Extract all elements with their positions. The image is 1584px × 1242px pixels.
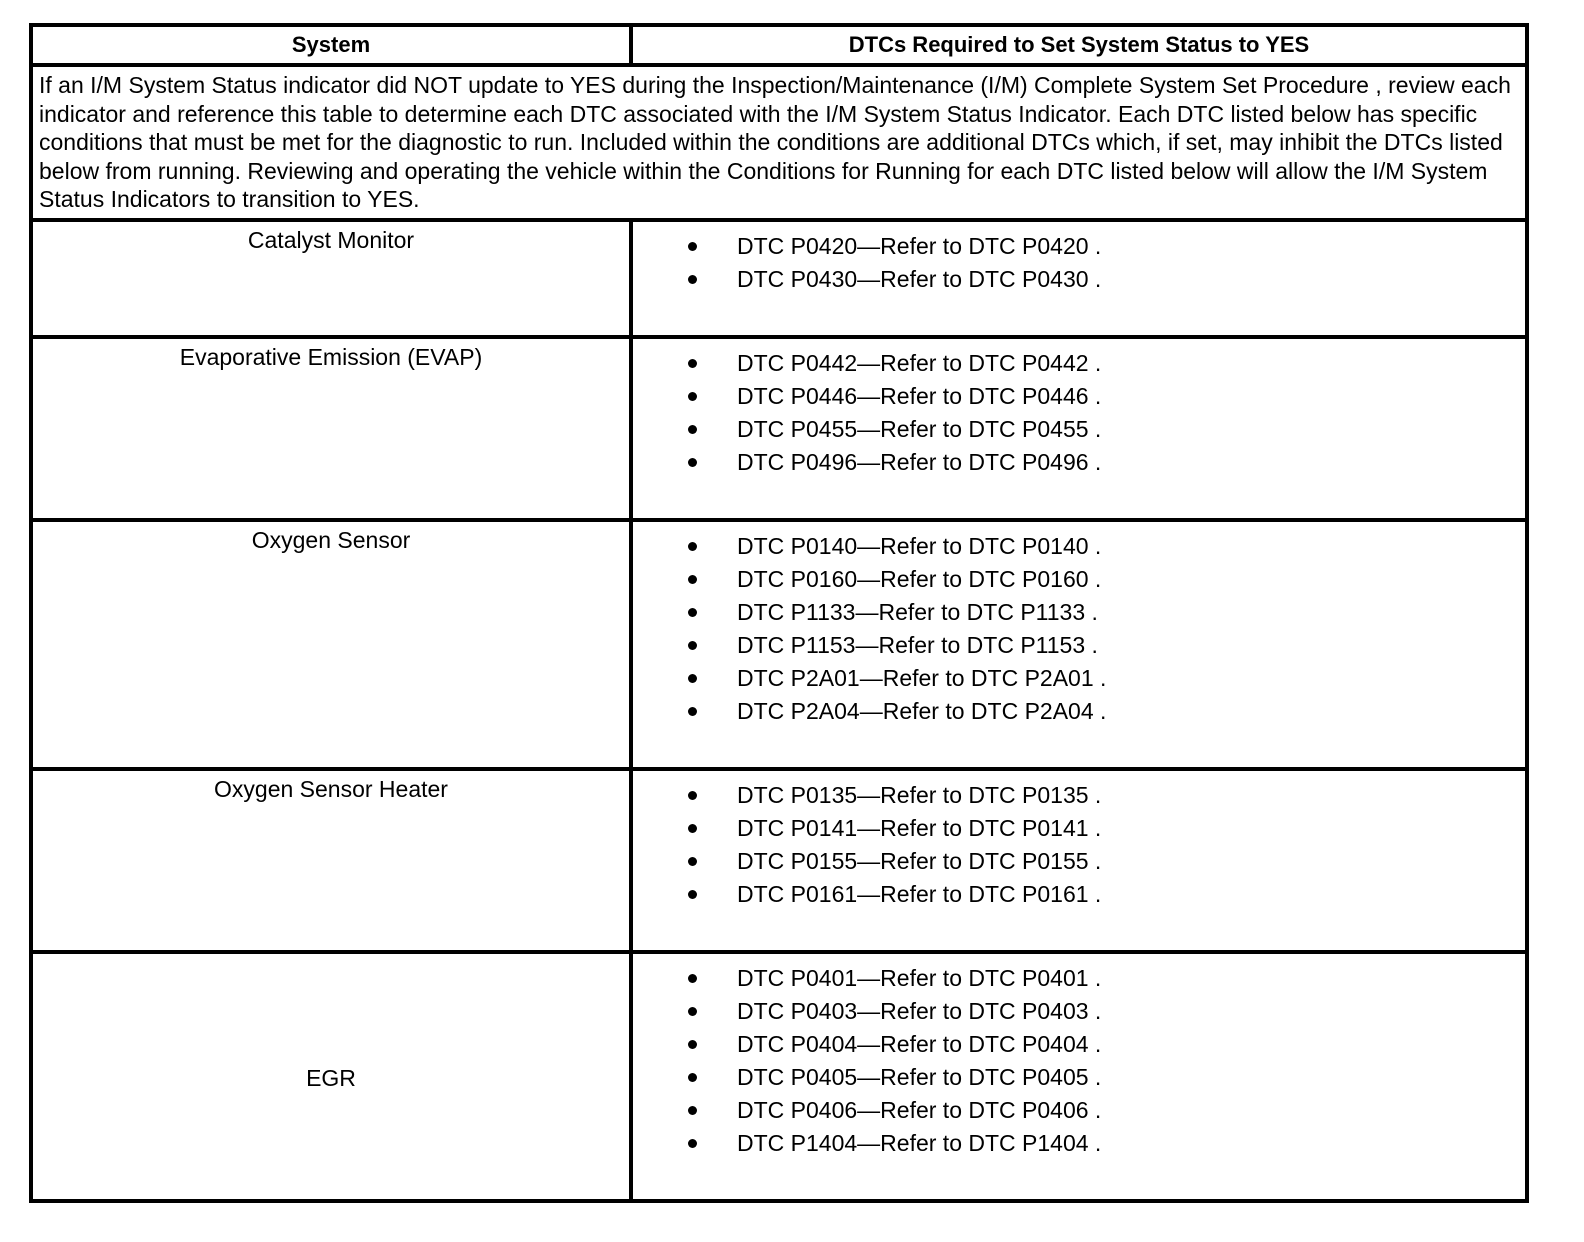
bullet-icon [688,974,697,983]
dtc-text: DTC P0141—Refer to DTC P0141 . [737,814,1102,841]
bullet-icon [688,1073,697,1082]
list-item [633,812,1525,845]
bullet-icon [688,824,697,833]
list-item [633,779,1525,812]
bullet-icon [688,242,697,251]
bullet-icon [688,359,697,368]
bullet-icon [688,857,697,866]
bullet-icon [688,392,697,401]
bullet-icon [688,542,697,551]
list-item [633,629,1525,662]
list-item [633,1127,1525,1160]
bullet-icon [688,641,697,650]
header-system: System [31,25,631,65]
bullet-icon [688,458,697,467]
bullet-icon [688,674,697,683]
list-item [633,995,1525,1028]
dtc-text: DTC P0155—Refer to DTC P0155 . [737,847,1102,874]
table-header-row [31,25,1527,65]
bullet-icon [688,890,697,899]
list-item [633,1094,1525,1127]
dtc-text: DTC P0406—Refer to DTC P0406 . [737,1096,1102,1123]
dtc-text: DTC P0442—Refer to DTC P0442 . [737,349,1102,376]
dtc-text: DTC P0403—Refer to DTC P0403 . [737,997,1102,1024]
intro-paragraph: If an I/M System Status indicator did NOT update to YES during the Inspection/Maintenance (I/M) Complete System Set Procedure , review each indicator and reference this table to determine each DTC associated with the I/M System Status Indicator. Each DTC listed below has specific conditions that must be met for the diagnostic to run. Included within the conditions are additional DTCs which, if set, may inhibit the DTCs listed below from running. Reviewing and operating the vehicle within the Conditions for Running for each DTC listed below will allow the I/M System Status Indicators to transition to YES. [31,65,1527,220]
dtc-text: DTC P2A01—Refer to DTC P2A01 . [737,664,1107,691]
bullet-icon [688,275,697,284]
dtc-text: DTC P0140—Refer to DTC P0140 . [737,532,1102,559]
dtc-list [633,339,1525,479]
dtc-text: DTC P0161—Refer to DTC P0161 . [737,880,1102,907]
list-item [633,347,1525,380]
list-item [633,413,1525,446]
dtc-text: DTC P0455—Refer to DTC P0455 . [737,415,1102,442]
bullet-icon [688,1007,697,1016]
list-item [633,845,1525,878]
list-item [633,695,1525,728]
list-item [633,230,1525,263]
bullet-icon [688,425,697,434]
bullet-icon [688,575,697,584]
bullet-icon [688,1139,697,1148]
bullet-icon [688,1040,697,1049]
intro-row [31,65,1527,220]
dtc-text: DTC P0430—Refer to DTC P0430 . [737,265,1102,292]
dtc-text: DTC P0405—Refer to DTC P0405 . [737,1063,1102,1090]
bullet-icon [688,707,697,716]
list-item [633,1028,1525,1061]
list-item [633,563,1525,596]
dtc-list [633,954,1525,1160]
table-row [31,952,1527,1201]
dtc-text: DTC P0420—Refer to DTC P0420 . [737,232,1102,259]
dtc-text: DTC P0404—Refer to DTC P0404 . [737,1030,1102,1057]
system-name-catalyst-monitor: Catalyst Monitor [31,220,631,337]
system-name-egr: EGR [31,952,631,1201]
table-row [31,220,1527,337]
list-item [633,446,1525,479]
bullet-icon [688,1106,697,1115]
list-item [633,1061,1525,1094]
dtc-cell [631,337,1527,520]
dtc-text: DTC P2A04—Refer to DTC P2A04 . [737,697,1107,724]
table-row [31,337,1527,520]
bullet-icon [688,608,697,617]
list-item [633,596,1525,629]
dtc-cell [631,520,1527,769]
table-row [31,769,1527,952]
list-item [633,962,1525,995]
header-dtcs: DTCs Required to Set System Status to YES [631,25,1527,65]
dtc-text: DTC P0160—Refer to DTC P0160 . [737,565,1102,592]
dtc-list [633,522,1525,728]
system-name-evap: Evaporative Emission (EVAP) [31,337,631,520]
dtc-text: DTC P0135—Refer to DTC P0135 . [737,781,1102,808]
list-item [633,878,1525,911]
list-item [633,530,1525,563]
dtc-text: DTC P0401—Refer to DTC P0401 . [737,964,1102,991]
dtc-text: DTC P0496—Refer to DTC P0496 . [737,448,1102,475]
list-item [633,263,1525,296]
table-row [31,520,1527,769]
dtc-list [633,222,1525,296]
list-item [633,662,1525,695]
dtc-text: DTC P1133—Refer to DTC P1133 . [737,598,1098,625]
dtc-text: DTC P1153—Refer to DTC P1153 . [737,631,1098,658]
dtc-system-status-table [29,23,1529,1203]
dtc-cell [631,769,1527,952]
dtc-list [633,771,1525,911]
list-item [633,380,1525,413]
system-name-oxygen-sensor: Oxygen Sensor [31,520,631,769]
bullet-icon [688,791,697,800]
system-name-oxygen-sensor-heater: Oxygen Sensor Heater [31,769,631,952]
dtc-cell [631,220,1527,337]
dtc-text: DTC P0446—Refer to DTC P0446 . [737,382,1102,409]
dtc-cell [631,952,1527,1201]
dtc-text: DTC P1404—Refer to DTC P1404 . [737,1129,1102,1156]
